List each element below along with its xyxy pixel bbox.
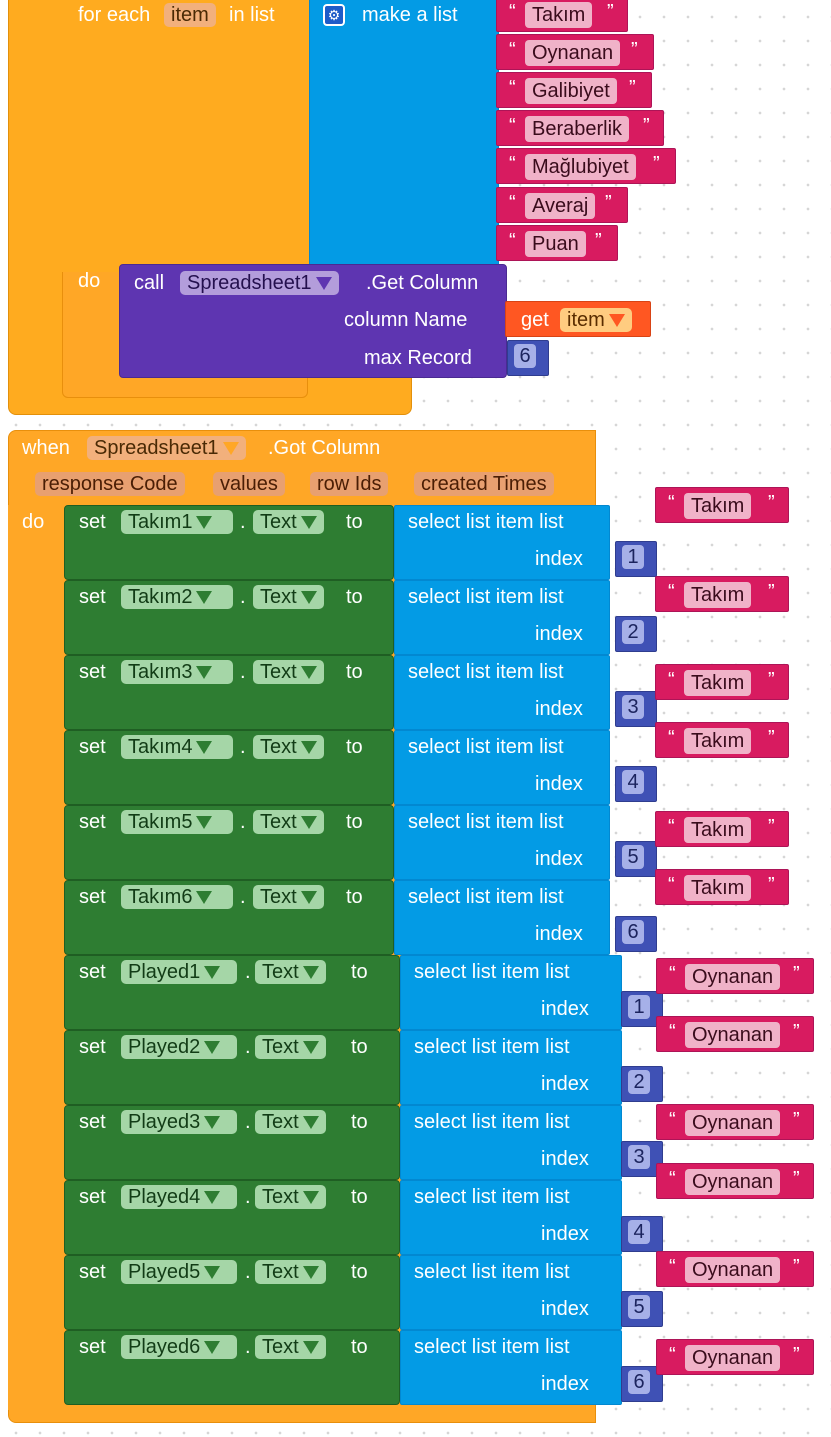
list-item-text-value[interactable]: Takım	[525, 2, 592, 28]
list-text-value[interactable]: Takım	[684, 493, 751, 519]
dropdown-arrow-icon	[316, 277, 332, 290]
setter-component-dropdown[interactable]: Played1	[121, 960, 237, 984]
index-number-block[interactable]	[615, 541, 657, 577]
list-text-block[interactable]: “ Takım ”	[655, 722, 789, 758]
list-text-block[interactable]: “ Takım ”	[655, 487, 789, 523]
property-dropdown[interactable]: Text	[255, 1110, 326, 1134]
dot-label: .	[245, 1036, 251, 1058]
dropdown-arrow-icon	[303, 1341, 319, 1354]
set-label: set	[79, 961, 106, 983]
setter-component-dropdown[interactable]: Played3	[121, 1110, 237, 1134]
setter-component-dropdown[interactable]: Takım3	[121, 660, 233, 684]
index-label: index	[535, 848, 583, 870]
dropdown-arrow-icon	[196, 816, 212, 829]
for-each-label: for each	[78, 4, 151, 26]
number-value[interactable]: 6	[628, 1370, 650, 1394]
list-text-value[interactable]: Takım	[684, 670, 751, 696]
dot-label: .	[240, 811, 246, 833]
property-dropdown[interactable]: Text	[255, 960, 326, 984]
call-label: call	[134, 272, 165, 294]
dropdown-arrow-icon	[301, 891, 317, 904]
dropdown-arrow-icon	[204, 1041, 220, 1054]
list-text-block[interactable]: “ Oynanan ”	[656, 1163, 814, 1199]
component-dropdown[interactable]: Spreadsheet1	[180, 271, 339, 295]
select-list-item-label: select list item list	[414, 1336, 570, 1358]
list-text-value[interactable]: Oynanan	[685, 1257, 780, 1283]
list-text-block[interactable]: “ Takım ”	[655, 664, 789, 700]
dot-label: .	[240, 661, 246, 683]
select-list-item-label: select list item list	[414, 1186, 570, 1208]
dropdown-arrow-icon	[303, 966, 319, 979]
in-list-label: in list	[229, 4, 275, 26]
number-value[interactable]: 1	[622, 545, 644, 569]
index-label: index	[541, 1223, 589, 1245]
dropdown-arrow-icon	[609, 314, 625, 327]
dot-label: .	[240, 586, 246, 608]
set-label: set	[79, 811, 106, 833]
list-text-value[interactable]: Takım	[684, 728, 751, 754]
setter-component-dropdown[interactable]: Takım4	[121, 735, 233, 759]
index-label: index	[535, 698, 583, 720]
get-variable-dropdown[interactable]: item	[560, 308, 632, 332]
set-label: set	[79, 1036, 106, 1058]
param-values[interactable]: values	[213, 472, 285, 496]
to-label: to	[346, 586, 363, 608]
dropdown-arrow-icon	[301, 591, 317, 604]
set-label: set	[79, 1186, 106, 1208]
to-label: to	[351, 1036, 368, 1058]
list-text-block[interactable]: “ Takım ”	[655, 576, 789, 612]
list-item-text-value[interactable]: Averaj	[525, 193, 595, 219]
dropdown-arrow-icon	[196, 591, 212, 604]
index-label: index	[535, 773, 583, 795]
get-label: get	[521, 309, 549, 331]
list-item-text-block[interactable]: “ Puan ”	[496, 225, 618, 261]
list-item-text-block[interactable]: “ Mağlubiyet ”	[496, 148, 676, 184]
index-label: index	[541, 1073, 589, 1095]
param-created-times[interactable]: created Times	[414, 472, 554, 496]
method-label: .Get Column	[366, 272, 479, 294]
list-item-text-value[interactable]: Puan	[525, 231, 586, 257]
list-item-text-value[interactable]: Galibiyet	[525, 78, 617, 104]
param-response-code[interactable]: response Code	[35, 472, 185, 496]
list-text-value[interactable]: Takım	[684, 817, 751, 843]
index-label: index	[541, 1298, 589, 1320]
select-list-item-label: select list item list	[414, 1111, 570, 1133]
number-value[interactable]: 5	[628, 1295, 650, 1319]
list-item-text-block[interactable]: “ Beraberlik ”	[496, 110, 664, 146]
setter-component-dropdown[interactable]: Played4	[121, 1185, 237, 1209]
number-value[interactable]: 4	[628, 1220, 650, 1244]
property-dropdown[interactable]: Text	[255, 1035, 326, 1059]
property-dropdown[interactable]: Text	[253, 885, 324, 909]
number-value[interactable]: 6	[622, 920, 644, 944]
dot-label: .	[245, 1186, 251, 1208]
dot-label: .	[245, 1261, 251, 1283]
event-component-dropdown[interactable]: Spreadsheet1	[87, 436, 246, 460]
list-item-text-value[interactable]: Mağlubiyet	[525, 154, 636, 180]
select-list-item-label: select list item list	[414, 961, 570, 983]
set-label: set	[79, 661, 106, 683]
mutator-gear-icon[interactable]: ⚙	[323, 4, 345, 26]
setter-component-dropdown[interactable]: Played6	[121, 1335, 237, 1359]
event-do-gutter	[8, 505, 64, 1410]
event-name-label: .Got Column	[268, 437, 381, 459]
dot-label: .	[240, 886, 246, 908]
to-label: to	[346, 811, 363, 833]
to-label: to	[346, 511, 363, 533]
index-number-block[interactable]	[615, 841, 657, 877]
dot-label: .	[240, 511, 246, 533]
dropdown-arrow-icon	[196, 516, 212, 529]
list-item-text-value[interactable]: Oynanan	[525, 40, 620, 66]
max-record-number-block[interactable]	[507, 340, 549, 376]
loop-variable-field[interactable]: item	[164, 3, 216, 27]
dot-label: .	[245, 1111, 251, 1133]
dropdown-arrow-icon	[196, 891, 212, 904]
number-value[interactable]: 6	[514, 344, 536, 368]
list-text-block[interactable]: “ Oynanan ”	[656, 1339, 814, 1375]
select-list-item-label: select list item list	[408, 511, 564, 533]
dropdown-arrow-icon	[196, 741, 212, 754]
list-text-value[interactable]: Oynanan	[685, 1169, 780, 1195]
to-label: to	[351, 1186, 368, 1208]
set-label: set	[79, 886, 106, 908]
list-item-text-block[interactable]: “ Averaj ”	[496, 187, 628, 223]
set-label: set	[79, 1261, 106, 1283]
to-label: to	[351, 1261, 368, 1283]
select-list-item-label: select list item list	[408, 886, 564, 908]
index-number-block[interactable]	[621, 1291, 663, 1327]
dropdown-arrow-icon	[196, 666, 212, 679]
set-label: set	[79, 586, 106, 608]
dot-label: .	[245, 961, 251, 983]
number-value[interactable]: 1	[628, 995, 650, 1019]
index-number-block[interactable]	[615, 616, 657, 652]
number-value[interactable]: 4	[622, 770, 644, 794]
number-value[interactable]: 2	[628, 1070, 650, 1094]
list-item-text-block[interactable]: “ Oynanan ”	[496, 34, 654, 70]
dropdown-arrow-icon	[303, 1266, 319, 1279]
to-label: to	[351, 1336, 368, 1358]
number-value[interactable]: 2	[622, 620, 644, 644]
list-item-text-block[interactable]: “ Takım ”	[496, 0, 628, 32]
for-each-header-strip	[62, 0, 308, 272]
list-text-value[interactable]: Oynanan	[685, 964, 780, 990]
dropdown-arrow-icon	[204, 1191, 220, 1204]
list-text-block[interactable]: “ Takım ”	[655, 811, 789, 847]
dropdown-arrow-icon	[301, 816, 317, 829]
dropdown-arrow-icon	[303, 1116, 319, 1129]
list-text-block[interactable]: “ Takım ”	[655, 869, 789, 905]
index-label: index	[541, 1148, 589, 1170]
list-text-block[interactable]: “ Oynanan ”	[656, 958, 814, 994]
property-dropdown[interactable]: Text	[255, 1335, 326, 1359]
dropdown-arrow-icon	[303, 1041, 319, 1054]
index-label: index	[541, 1373, 589, 1395]
property-dropdown[interactable]: Text	[253, 735, 324, 759]
to-label: to	[346, 736, 363, 758]
number-value[interactable]: 3	[622, 695, 644, 719]
setter-component-dropdown[interactable]: Takım2	[121, 585, 233, 609]
property-dropdown[interactable]: Text	[253, 585, 324, 609]
set-label: set	[79, 511, 106, 533]
index-label: index	[535, 923, 583, 945]
event-do-label: do	[22, 511, 45, 533]
list-item-text-block[interactable]: “ Galibiyet ”	[496, 72, 652, 108]
list-text-block[interactable]: “ Oynanan ”	[656, 1016, 814, 1052]
number-value[interactable]: 3	[628, 1145, 650, 1169]
select-list-item-label: select list item list	[414, 1036, 570, 1058]
dropdown-arrow-icon	[301, 516, 317, 529]
list-text-value[interactable]: Oynanan	[685, 1022, 780, 1048]
setter-component-dropdown[interactable]: Takım5	[121, 810, 233, 834]
set-label: set	[79, 736, 106, 758]
index-label: index	[535, 623, 583, 645]
index-label: index	[541, 998, 589, 1020]
column-name-label: column Name	[344, 309, 468, 331]
dot-label: .	[240, 736, 246, 758]
to-label: to	[351, 1111, 368, 1133]
param-row-ids[interactable]: row Ids	[310, 472, 388, 496]
setter-component-dropdown[interactable]: Takım6	[121, 885, 233, 909]
select-list-item-label: select list item list	[408, 811, 564, 833]
to-label: to	[346, 661, 363, 683]
dropdown-arrow-icon	[303, 1191, 319, 1204]
dropdown-arrow-icon	[204, 1341, 220, 1354]
property-dropdown[interactable]: Text	[253, 810, 324, 834]
dropdown-arrow-icon	[204, 1116, 220, 1129]
number-value[interactable]: 5	[622, 845, 644, 869]
index-number-block[interactable]	[615, 916, 657, 952]
do-label: do	[78, 270, 101, 292]
dropdown-arrow-icon	[223, 442, 239, 455]
dropdown-arrow-icon	[301, 666, 317, 679]
list-item-text-value[interactable]: Beraberlik	[525, 116, 629, 142]
make-a-list-label: make a list	[362, 4, 458, 26]
index-number-block[interactable]	[615, 691, 657, 727]
when-label: when	[22, 437, 70, 459]
to-label: to	[351, 961, 368, 983]
setter-component-dropdown[interactable]: Played5	[121, 1260, 237, 1284]
max-record-label: max Record	[364, 347, 472, 369]
index-label: index	[535, 548, 583, 570]
list-text-block[interactable]: “ Oynanan ”	[656, 1251, 814, 1287]
select-list-item-label: select list item list	[408, 736, 564, 758]
select-list-item-label: select list item list	[414, 1261, 570, 1283]
list-text-value[interactable]: Oynanan	[685, 1110, 780, 1136]
property-dropdown[interactable]: Text	[253, 510, 324, 534]
setter-component-dropdown[interactable]: Takım1	[121, 510, 233, 534]
index-number-block[interactable]	[615, 766, 657, 802]
set-label: set	[79, 1111, 106, 1133]
setter-component-dropdown[interactable]: Played2	[121, 1035, 237, 1059]
list-text-value[interactable]: Takım	[684, 582, 751, 608]
property-dropdown[interactable]: Text	[255, 1185, 326, 1209]
property-dropdown[interactable]: Text	[253, 660, 324, 684]
dropdown-arrow-icon	[301, 741, 317, 754]
property-dropdown[interactable]: Text	[255, 1260, 326, 1284]
make-a-list-block[interactable]	[309, 0, 499, 270]
list-text-block[interactable]: “ Oynanan ”	[656, 1104, 814, 1140]
dropdown-arrow-icon	[204, 966, 220, 979]
index-number-block[interactable]	[621, 1216, 663, 1252]
select-list-item-label: select list item list	[408, 586, 564, 608]
dropdown-arrow-icon	[204, 1266, 220, 1279]
index-number-block[interactable]	[621, 1066, 663, 1102]
set-label: set	[79, 1336, 106, 1358]
list-text-value[interactable]: Takım	[684, 875, 751, 901]
select-list-item-label: select list item list	[408, 661, 564, 683]
list-text-value[interactable]: Oynanan	[685, 1345, 780, 1371]
dot-label: .	[245, 1336, 251, 1358]
to-label: to	[346, 886, 363, 908]
